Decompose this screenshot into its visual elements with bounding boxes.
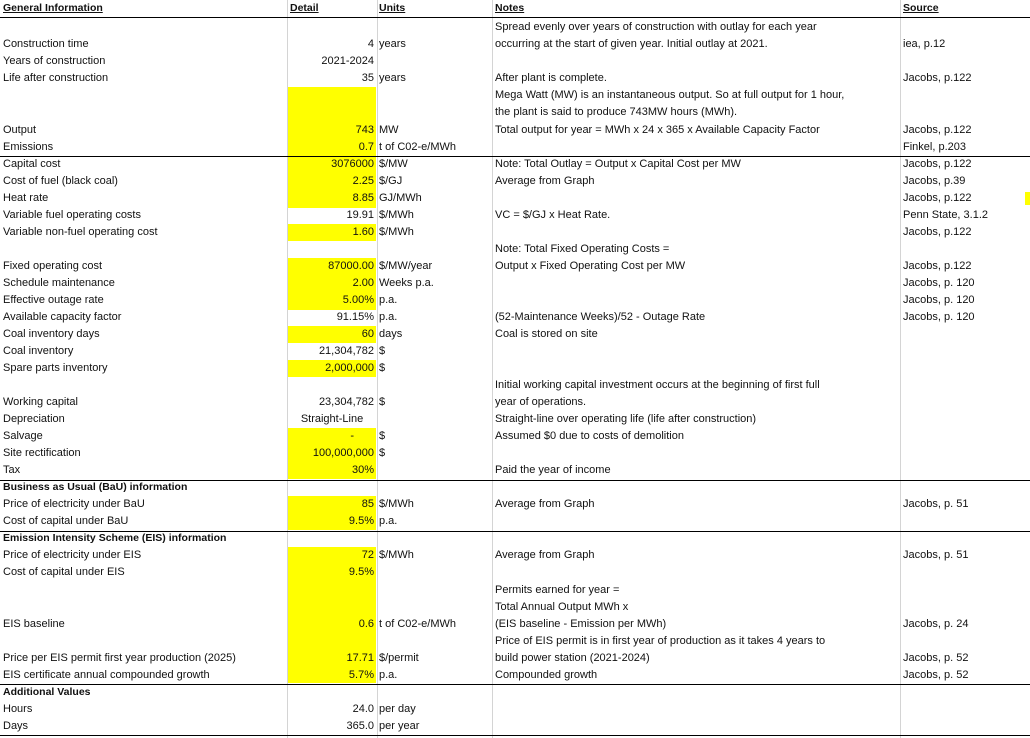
note-text: Price of EIS permit is in first year of production as it takes 4 years to bbox=[495, 635, 826, 647]
row-source: Jacobs, p. 51 bbox=[903, 549, 969, 561]
header-general: General Information bbox=[3, 2, 103, 14]
row-unit: p.a. bbox=[379, 294, 398, 306]
row-source: Finkel, p.203 bbox=[903, 141, 966, 153]
row-label: Coal inventory bbox=[3, 345, 74, 357]
note-text: Average from Graph bbox=[495, 549, 595, 561]
note-text: Straight-line over operating life (life after construction) bbox=[495, 413, 757, 425]
row-detail[interactable]: 60 bbox=[361, 328, 374, 340]
row-label: Cost of capital under EIS bbox=[3, 566, 125, 578]
row-unit: $/GJ bbox=[379, 175, 403, 187]
note-text: Paid the year of income bbox=[495, 464, 611, 476]
row-unit: $ bbox=[379, 345, 386, 357]
note-text: Permits earned for year = bbox=[495, 584, 620, 596]
row-detail[interactable]: 91.15% bbox=[336, 311, 374, 323]
row-unit: days bbox=[379, 328, 403, 340]
header-detail: Detail bbox=[290, 2, 319, 14]
row-unit: $/MWh bbox=[379, 549, 414, 561]
row-detail[interactable]: 2.25 bbox=[352, 175, 374, 187]
row-detail[interactable]: - bbox=[350, 430, 354, 442]
row-unit: $ bbox=[379, 447, 386, 459]
row-unit: p.a. bbox=[379, 311, 398, 323]
row-detail[interactable]: 5.00% bbox=[342, 294, 374, 306]
row-label: Output bbox=[3, 124, 37, 136]
note-text: Total Annual Output MWh x bbox=[495, 601, 629, 613]
row-unit: $/permit bbox=[379, 652, 419, 664]
row-label: Price per EIS permit first year production (2025) bbox=[3, 652, 236, 664]
row-label: Capital cost bbox=[3, 158, 61, 170]
section-rule bbox=[0, 735, 1030, 736]
row-unit: p.a. bbox=[379, 515, 398, 527]
row-unit: per year bbox=[379, 720, 420, 732]
row-detail[interactable]: 365.0 bbox=[346, 720, 374, 732]
note-text: Note: Total Outlay = Output x Capital Cost per MW bbox=[495, 158, 741, 170]
column-gridline bbox=[377, 0, 378, 738]
note-text: Assumed $0 due to costs of demolition bbox=[495, 430, 684, 442]
row-label: Effective outage rate bbox=[3, 294, 104, 306]
row-source: Jacobs, p.122 bbox=[903, 158, 972, 170]
row-source: iea, p.12 bbox=[903, 38, 946, 50]
row-detail[interactable]: 8.85 bbox=[352, 192, 374, 204]
row-detail[interactable]: 19.91 bbox=[346, 209, 374, 221]
header-rule bbox=[0, 17, 1030, 18]
row-detail[interactable]: 743 bbox=[355, 124, 374, 136]
row-source: Jacobs, p.39 bbox=[903, 175, 966, 187]
row-detail[interactable]: 72 bbox=[361, 549, 374, 561]
row-detail[interactable]: Straight-Line bbox=[300, 413, 364, 425]
row-label: Salvage bbox=[3, 430, 43, 442]
note-text: build power station (2021-2024) bbox=[495, 652, 650, 664]
row-source: Jacobs, p. 52 bbox=[903, 669, 969, 681]
row-label: Site rectification bbox=[3, 447, 81, 459]
row-unit: $/MW bbox=[379, 158, 408, 170]
note-text: Note: Total Fixed Operating Costs = bbox=[495, 243, 670, 255]
note-text: year of operations. bbox=[495, 396, 587, 408]
row-unit: per day bbox=[379, 703, 416, 715]
row-unit: $ bbox=[379, 362, 386, 374]
row-source: Penn State, 3.1.2 bbox=[903, 209, 989, 221]
row-label: Heat rate bbox=[3, 192, 49, 204]
row-label: EIS certificate annual compounded growth bbox=[3, 669, 210, 681]
row-source: Jacobs, p. 120 bbox=[903, 311, 975, 323]
header-source: Source bbox=[903, 2, 939, 14]
row-label: Cost of capital under BaU bbox=[3, 515, 129, 527]
row-unit: $/MW/year bbox=[379, 260, 433, 272]
row-label: Variable non-fuel operating cost bbox=[3, 226, 158, 238]
row-label: Variable fuel operating costs bbox=[3, 209, 141, 221]
row-source: Jacobs, p. 120 bbox=[903, 294, 975, 306]
note-text: Coal is stored on site bbox=[495, 328, 598, 340]
row-detail[interactable]: 3076000 bbox=[331, 158, 374, 170]
row-unit: GJ/MWh bbox=[379, 192, 422, 204]
row-label: Construction time bbox=[3, 38, 89, 50]
row-unit: p.a. bbox=[379, 669, 398, 681]
row-detail[interactable]: 2.00 bbox=[352, 277, 374, 289]
note-text: Compounded growth bbox=[495, 669, 598, 681]
row-source: Jacobs, p. 52 bbox=[903, 652, 969, 664]
row-detail[interactable]: 17.71 bbox=[346, 652, 374, 664]
row-unit: years bbox=[379, 72, 406, 84]
row-label: Cost of fuel (black coal) bbox=[3, 175, 118, 187]
row-unit: Weeks p.a. bbox=[379, 277, 434, 289]
row-unit: years bbox=[379, 38, 406, 50]
row-detail[interactable]: 35 bbox=[361, 72, 374, 84]
row-unit: $ bbox=[379, 430, 386, 442]
row-detail[interactable]: 21,304,782 bbox=[318, 345, 374, 357]
section-header: Additional Values bbox=[3, 686, 91, 698]
note-text: the plant is said to produce 743MW hours (MWh). bbox=[495, 106, 738, 118]
row-detail[interactable]: 5.7% bbox=[348, 669, 374, 681]
note-text: Total output for year = MWh x 24 x 365 x Available Capacity Factor bbox=[495, 124, 820, 136]
row-label: Years of construction bbox=[3, 55, 106, 67]
row-source: Jacobs, p.122 bbox=[903, 72, 972, 84]
row-label: Life after construction bbox=[3, 72, 109, 84]
row-unit: $ bbox=[379, 396, 386, 408]
row-label: Days bbox=[3, 720, 29, 732]
row-label: Price of electricity under BaU bbox=[3, 498, 145, 510]
row-source: Jacobs, p.122 bbox=[903, 124, 972, 136]
row-detail[interactable]: 0.7 bbox=[358, 141, 374, 153]
row-label: Schedule maintenance bbox=[3, 277, 115, 289]
row-detail[interactable]: 0.6 bbox=[358, 618, 374, 630]
row-detail[interactable]: 9.5% bbox=[348, 515, 374, 527]
row-detail[interactable]: 9.5% bbox=[348, 566, 374, 578]
row-label: EIS baseline bbox=[3, 618, 65, 630]
note-text: Output x Fixed Operating Cost per MW bbox=[495, 260, 686, 272]
row-detail[interactable]: 23,304,782 bbox=[318, 396, 374, 408]
row-label: Tax bbox=[3, 464, 21, 476]
note-text: Mega Watt (MW) is an instantaneous output. So at full output for 1 hour, bbox=[495, 89, 845, 101]
row-unit: t of C02-e/MWh bbox=[379, 618, 457, 630]
row-unit: $/MWh bbox=[379, 226, 414, 238]
note-text: VC = $/GJ x Heat Rate. bbox=[495, 209, 611, 221]
section-header: Emission Intensity Scheme (EIS) information bbox=[3, 532, 227, 544]
row-unit: MW bbox=[379, 124, 399, 136]
row-source: Jacobs, p. 120 bbox=[903, 277, 975, 289]
note-text: (52-Maintenance Weeks)/52 - Outage Rate bbox=[495, 311, 706, 323]
row-unit: $/MWh bbox=[379, 209, 414, 221]
note-text: After plant is complete. bbox=[495, 72, 607, 84]
row-source: Jacobs, p.122 bbox=[903, 260, 972, 272]
header-units: Units bbox=[379, 2, 406, 14]
row-detail[interactable]: 4 bbox=[367, 38, 374, 50]
row-label: Available capacity factor bbox=[3, 311, 122, 323]
row-detail[interactable]: 87000.00 bbox=[328, 260, 374, 272]
row-label: Coal inventory days bbox=[3, 328, 100, 340]
note-text: (EIS baseline - Emission per MWh) bbox=[495, 618, 667, 630]
note-text: Average from Graph bbox=[495, 175, 595, 187]
row-label: Working capital bbox=[3, 396, 78, 408]
row-detail[interactable]: 85 bbox=[361, 498, 374, 510]
row-detail[interactable]: 24.0 bbox=[352, 703, 374, 715]
note-text: Average from Graph bbox=[495, 498, 595, 510]
row-label: Price of electricity under EIS bbox=[3, 549, 142, 561]
row-detail[interactable]: 1.60 bbox=[352, 226, 374, 238]
row-label: Fixed operating cost bbox=[3, 260, 103, 272]
cell-marker bbox=[1025, 192, 1030, 205]
row-label: Emissions bbox=[3, 141, 54, 153]
row-label: Spare parts inventory bbox=[3, 362, 108, 374]
row-source: Jacobs, p.122 bbox=[903, 226, 972, 238]
column-gridline bbox=[492, 0, 493, 738]
note-text: occurring at the start of given year. Initial outlay at 2021. bbox=[495, 38, 768, 50]
column-gridline bbox=[900, 0, 901, 738]
note-text: Initial working capital investment occurs at the beginning of first full bbox=[495, 379, 820, 391]
row-unit: $/MWh bbox=[379, 498, 414, 510]
row-source: Jacobs, p. 51 bbox=[903, 498, 969, 510]
row-detail[interactable]: 100,000,000 bbox=[312, 447, 374, 459]
row-label: Depreciation bbox=[3, 413, 65, 425]
row-unit: t of C02-e/MWh bbox=[379, 141, 457, 153]
row-detail[interactable]: 2021-2024 bbox=[321, 55, 374, 67]
header-notes: Notes bbox=[495, 2, 525, 14]
section-header: Business as Usual (BaU) information bbox=[3, 481, 188, 493]
note-text: Spread evenly over years of construction with outlay for each year bbox=[495, 21, 817, 33]
row-detail[interactable]: 30% bbox=[351, 464, 374, 476]
row-label: Hours bbox=[3, 703, 33, 715]
row-detail[interactable]: 2,000,000 bbox=[325, 362, 374, 374]
row-source: Jacobs, p. 24 bbox=[903, 618, 969, 630]
row-source: Jacobs, p.122 bbox=[903, 192, 972, 204]
